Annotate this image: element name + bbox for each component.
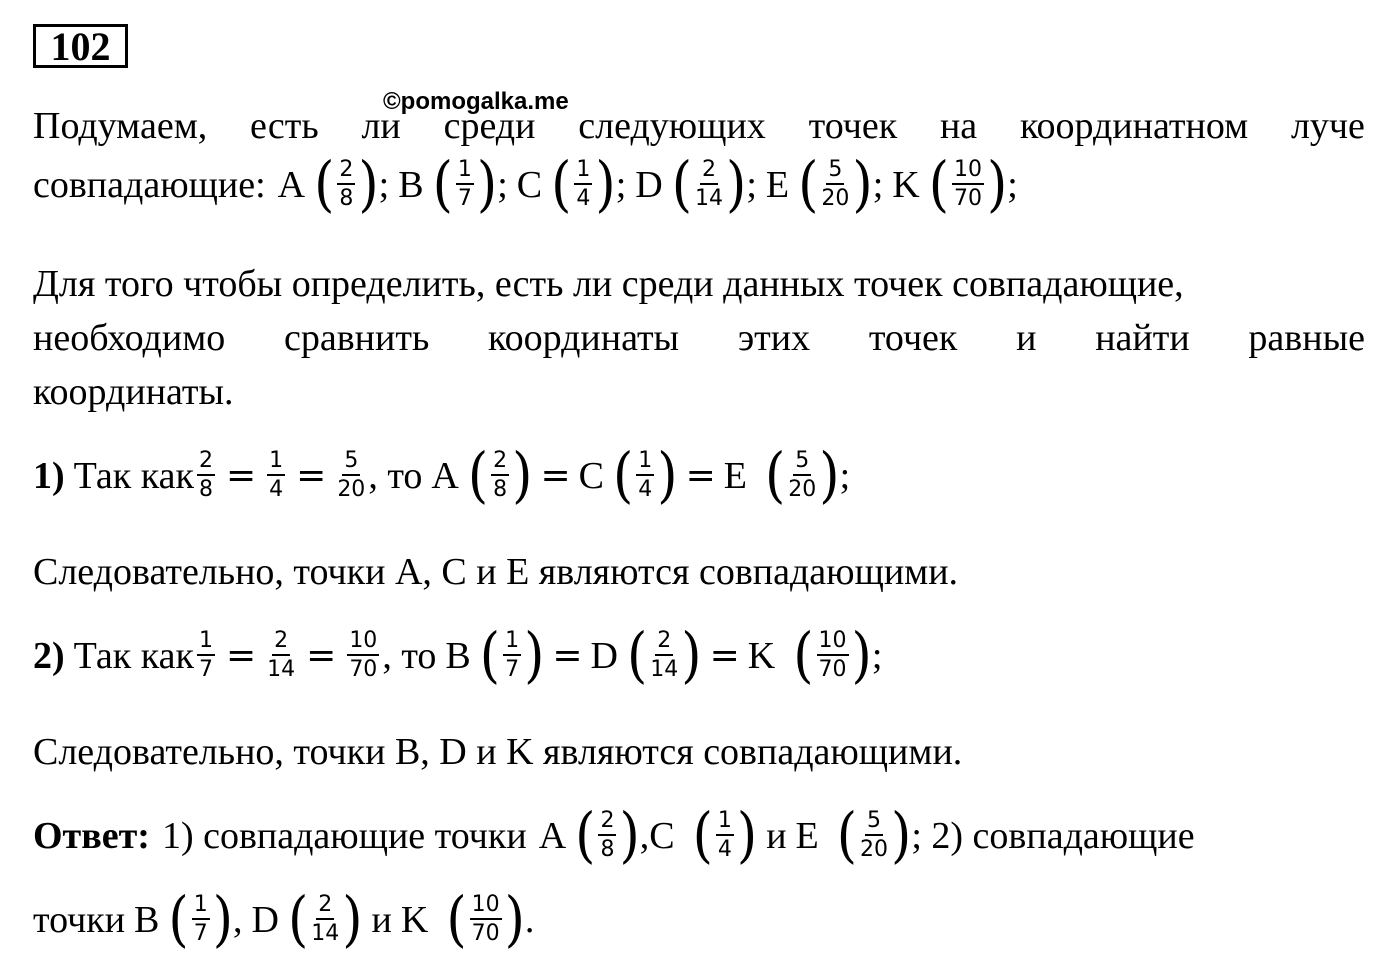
problem-number: 102 <box>33 24 128 68</box>
equals: = <box>296 455 327 496</box>
step-number: 2) <box>33 634 65 677</box>
step-2-equation <box>33 621 1365 690</box>
answer-line-2 <box>33 885 1365 954</box>
intro-line-1 <box>33 104 1365 148</box>
denominator: 14 <box>695 186 724 211</box>
separator: , <box>232 898 243 941</box>
point-label: K <box>747 634 776 677</box>
word: луче <box>1290 105 1365 147</box>
explanation-line-1 <box>33 262 1365 306</box>
conclusion-text: Следовательно, точки A, C и E являются совпадающими. <box>33 551 959 593</box>
point-coordinate: ( $\frac{1}{4}$ ) <box>613 441 678 510</box>
step-lead: Так как <box>73 634 194 677</box>
word: равные <box>1248 317 1365 359</box>
equals: = <box>709 635 740 676</box>
equals: = <box>306 635 337 676</box>
point-label: B <box>398 163 424 206</box>
word: ли <box>361 105 401 147</box>
point-coordinate: ( $\frac{5}{20}$ ) <box>764 441 840 510</box>
equals: = <box>225 635 257 676</box>
point-label: D <box>251 898 279 941</box>
word: сравнить <box>284 317 430 359</box>
denominator: 4 <box>576 186 591 211</box>
point-label: K <box>400 898 429 941</box>
explanation-text: Для того чтобы определить, есть ли среди данных точек совпадающие, <box>33 263 1184 305</box>
point-coordinate: ( $\frac{1}{7}$ ) <box>479 621 545 690</box>
word: этих <box>737 317 811 359</box>
word: есть <box>250 105 319 147</box>
word: необходимо <box>33 317 226 359</box>
point-coordinate: ( $\frac{1}{4}$ ) <box>551 150 616 219</box>
numerator: 1 <box>456 158 474 185</box>
point-coordinate: ( $\frac{1}{7}$ ) <box>168 885 233 954</box>
answer-text: 1) совпадающие точки <box>161 814 527 857</box>
word: точек <box>808 105 898 147</box>
point-coordinate: ( $\frac{5}{20}$ ) <box>798 150 873 219</box>
fraction: $\frac{5}{20}$ <box>337 448 366 502</box>
step-mid: , то <box>368 454 423 497</box>
point-label: C <box>516 163 543 206</box>
explanation-line-3 <box>33 370 1365 414</box>
separator: ; <box>378 163 390 206</box>
point-label: A <box>431 454 459 497</box>
separator: ; <box>1007 163 1018 206</box>
separator: ; <box>746 163 757 206</box>
separator: , <box>639 814 650 857</box>
point-coordinate: ( $\frac{1}{7}$ ) <box>432 150 498 219</box>
step-number: 1) <box>33 454 65 497</box>
fraction: $\frac{2}{14}$ <box>267 628 296 682</box>
answer-line-1 <box>33 801 1365 870</box>
point-label: D <box>635 163 663 206</box>
word: Подумаем, <box>33 105 208 147</box>
step-2-conclusion <box>33 730 1365 774</box>
point-coordinate: ( $\frac{2}{8}$ ) <box>575 801 640 870</box>
word: следующих <box>578 105 766 147</box>
point-coordinate: ( $\frac{1}{4}$ ) <box>692 801 758 870</box>
point-coordinate: ( $\frac{10}{70}$ ) <box>928 150 1008 219</box>
separator: ; <box>839 454 851 497</box>
point-coordinate: ( $\frac{10}{70}$ ) <box>793 621 872 690</box>
answer-text: точки <box>33 898 126 941</box>
numerator: 2 <box>700 158 718 185</box>
word: координаты <box>488 317 680 359</box>
equals: = <box>540 455 571 496</box>
step-lead: Так как <box>73 454 194 497</box>
separator: . <box>524 898 535 941</box>
separator: ; <box>871 634 883 677</box>
intro-line-2 <box>33 150 1365 219</box>
point-label: K <box>892 163 920 206</box>
point-label: C <box>649 814 675 857</box>
point-label: D <box>590 634 618 677</box>
denominator: 70 <box>954 186 982 211</box>
word: среди <box>443 105 536 147</box>
point-coordinate: ( $\frac{10}{70}$ ) <box>446 885 525 954</box>
separator: ; <box>497 163 508 206</box>
point-coordinate: ( $\frac{2}{14}$ ) <box>627 621 702 690</box>
point-label: B <box>445 634 471 677</box>
point-label: B <box>134 898 160 941</box>
numerator: 1 <box>574 158 592 185</box>
fraction: $\frac{1}{7}$ <box>198 628 213 682</box>
separator: ; <box>872 163 884 206</box>
numerator: 10 <box>952 158 984 185</box>
intro-lead: совпадающие: <box>33 163 266 206</box>
separator: ; <box>615 163 627 206</box>
numerator: 2 <box>337 158 355 185</box>
point-label: E <box>765 163 790 206</box>
word: найти <box>1095 317 1190 359</box>
word: точек <box>868 317 958 359</box>
explanation-line-2 <box>33 316 1365 360</box>
conjunction: и <box>371 898 392 941</box>
equals: = <box>552 635 583 676</box>
word: координатном <box>1019 105 1249 147</box>
equals: = <box>225 455 257 496</box>
word: и <box>1016 317 1037 359</box>
explanation-text: координаты. <box>33 371 234 413</box>
answer-label: Ответ: <box>33 814 150 857</box>
equals: = <box>685 455 716 496</box>
step-1-conclusion <box>33 550 1365 594</box>
point-label: A <box>538 814 567 857</box>
denominator: 20 <box>821 186 850 211</box>
point-label: A <box>277 163 306 206</box>
point-label: E <box>795 814 819 857</box>
point-label: C <box>578 454 604 497</box>
step-mid: , то <box>382 634 437 677</box>
fraction: $\frac{2}{8}$ <box>198 448 213 502</box>
numerator: 5 <box>826 158 844 185</box>
conjunction: и <box>766 814 787 857</box>
point-label: E <box>723 454 747 497</box>
point-coordinate: ( $\frac{2}{14}$ ) <box>671 150 747 219</box>
denominator: 7 <box>457 186 472 211</box>
point-coordinate: ( $\frac{5}{20}$ ) <box>836 801 912 870</box>
denominator: 8 <box>339 186 354 211</box>
fraction: $\frac{1}{4}$ <box>269 448 284 502</box>
watermark: ©pomogalka.me <box>383 88 569 115</box>
word: на <box>939 105 978 147</box>
point-coordinate: ( $\frac{2}{8}$ ) <box>314 150 379 219</box>
answer-text: ; 2) совпадающие <box>911 814 1195 857</box>
point-coordinate: ( $\frac{2}{14}$ ) <box>287 885 363 954</box>
step-1-equation <box>33 441 1365 510</box>
conclusion-text: Следовательно, точки B, D и K являются совпадающими. <box>33 731 963 773</box>
fraction: $\frac{10}{70}$ <box>349 628 378 682</box>
point-coordinate: ( $\frac{2}{8}$ ) <box>467 441 533 510</box>
